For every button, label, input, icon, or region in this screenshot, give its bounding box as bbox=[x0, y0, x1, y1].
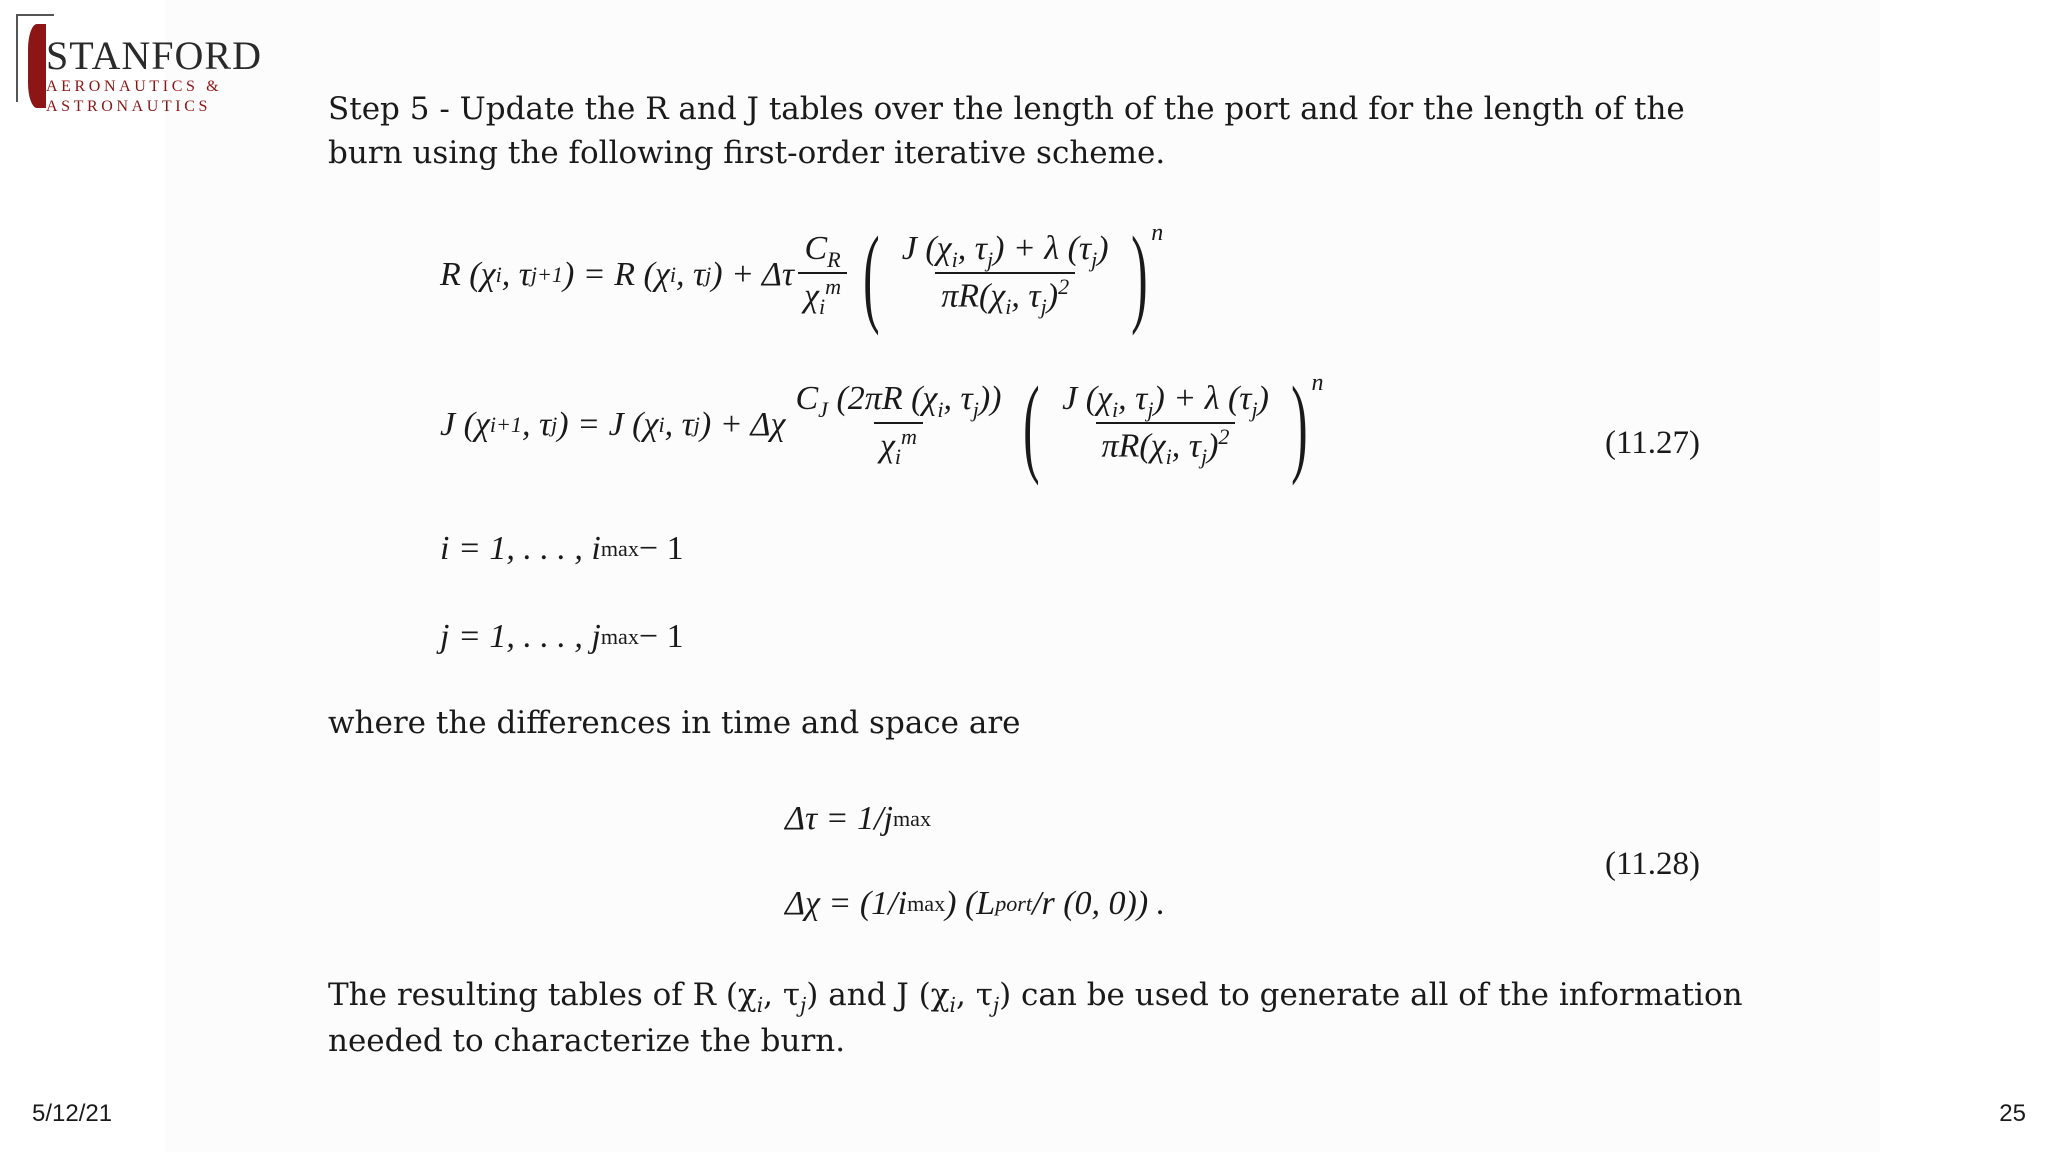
eq-r-frac-num-sub: R bbox=[827, 246, 841, 272]
logo-mark-icon bbox=[28, 24, 46, 108]
eq-r-inner-den-sub-j: j bbox=[1040, 294, 1047, 320]
delta-chi-equation bbox=[785, 885, 1165, 923]
eq-r-frac-den: χ bbox=[804, 277, 820, 315]
eq-r-rhs-sub-i: i bbox=[669, 262, 676, 287]
conclusion-part-b: , τ bbox=[763, 977, 801, 1013]
eq-j-right-paren: ) bbox=[1290, 364, 1308, 486]
eq-j-rhs-mid: ) + Δχ bbox=[699, 406, 786, 443]
footer-date: 5/12/21 bbox=[32, 1100, 113, 1127]
eq-r-right-paren: ) bbox=[1130, 214, 1148, 336]
eq-r-lhs: R (χ bbox=[440, 256, 496, 293]
eq-j-frac-den-sub: i bbox=[894, 444, 902, 470]
eq-j-frac-num-a: C bbox=[795, 379, 819, 417]
eq-r-frac-den-sup: m bbox=[825, 274, 842, 300]
dtau-a: Δτ = 1/j bbox=[785, 800, 893, 837]
eq-j-inner-den-sub-i: i bbox=[1165, 444, 1172, 470]
eq-r-frac-num: C bbox=[804, 229, 828, 267]
eq-j-inner-den-tau: , τ bbox=[1171, 427, 1201, 465]
eq-r-lhs-tau: , τ bbox=[501, 256, 531, 293]
conclusion-sub-i2: i bbox=[949, 993, 956, 1018]
eq-j-frac-num-sub-j: j bbox=[972, 396, 979, 422]
logo-name: STANFORD bbox=[46, 33, 262, 78]
eq-j-frac-num-close: )) bbox=[978, 379, 1002, 417]
dchi-b: ) (L bbox=[945, 885, 996, 922]
i-range-sub: max bbox=[600, 536, 639, 561]
eq-j-frac-den-sup: m bbox=[901, 424, 918, 450]
eq-r-left-paren: ( bbox=[863, 214, 880, 336]
equation-j-update bbox=[440, 364, 1324, 486]
eq-r-lhs-sub-j1: j+1 bbox=[530, 262, 563, 287]
conclusion-line-2: needed to characterize the burn. bbox=[328, 1023, 846, 1059]
eq-j-frac-den: χ bbox=[879, 427, 895, 465]
page-number: 25 bbox=[1999, 1100, 2026, 1127]
eq-j-inner-num-rest: ) + λ (τ bbox=[1153, 379, 1252, 417]
eq-r-inner-num-rest: ) + λ (τ bbox=[993, 229, 1092, 267]
eq-r-exponent: n bbox=[1151, 220, 1164, 246]
eq-r-frac-den-sub: i bbox=[819, 294, 826, 320]
eq-r-inner-num-sub-j: j bbox=[986, 246, 994, 272]
where-text: where the differences in time and space are bbox=[328, 705, 1021, 741]
eq-r-rhs-tau: , τ bbox=[675, 256, 706, 293]
i-range-b: − 1 bbox=[638, 530, 684, 567]
eq-r-rhs-sub-j: j bbox=[705, 262, 712, 287]
eq-r-lhs-sub-i: i bbox=[495, 262, 502, 287]
conclusion-part-e: ) can be used to generate all of the information bbox=[999, 977, 1743, 1013]
eq-j-rhs-tau: , τ bbox=[664, 406, 694, 443]
delta-tau-equation bbox=[785, 800, 931, 838]
eq-j-frac-num-tau: , τ bbox=[943, 379, 973, 417]
eq-j-coefficient-fraction bbox=[789, 380, 1007, 471]
eq-r-inner-den-tau: , τ bbox=[1011, 277, 1041, 315]
eq-j-inner-den-sub-j: j bbox=[1200, 444, 1208, 470]
eq-j-lhs-sub-j: j bbox=[551, 412, 558, 437]
eq-j-inner-num: J (χ bbox=[1062, 379, 1112, 417]
eq-r-inner-den-sub-i: i bbox=[1005, 294, 1012, 320]
logo-subtitle-2: ASTRONAUTICS bbox=[46, 98, 211, 115]
eq-r-inner-den-sup: 2 bbox=[1058, 274, 1070, 300]
intro-line-1: Step 5 - Update the R and J tables over the length of the port and for the length of the bbox=[328, 91, 1685, 127]
eq-j-lhs-sub-i1: i+1 bbox=[489, 412, 522, 437]
eq-j-frac-num-sub-i: i bbox=[937, 396, 944, 422]
conclusion-sub-i: i bbox=[756, 993, 764, 1018]
eq-r-inner-den: πR(χ bbox=[941, 277, 1006, 315]
eq-j-inner-den-sup: 2 bbox=[1218, 424, 1230, 450]
logo-subtitle-1: AERONAUTICS & bbox=[46, 78, 223, 95]
conclusion-part-d: , τ bbox=[955, 977, 993, 1013]
eq-r-inner-den-close: ) bbox=[1046, 277, 1059, 315]
eq-j-left-paren: ( bbox=[1023, 364, 1041, 486]
j-range-sub: max bbox=[600, 624, 639, 649]
j-range-a: j = 1, . . . , j bbox=[440, 618, 601, 655]
eq-r-inner-num-tau: , τ bbox=[957, 229, 987, 267]
eq-j-inner-num-sub-j: j bbox=[1147, 396, 1154, 422]
eq-j-rhs-sub-j: j bbox=[693, 412, 700, 437]
eq-r-inner-fraction bbox=[896, 230, 1115, 321]
eq-r-inner-num-close: ) bbox=[1097, 229, 1109, 267]
eq-j-exponent: n bbox=[1311, 370, 1324, 396]
eq-j-inner-den: πR(χ bbox=[1101, 427, 1166, 465]
conclusion-part-a: The resulting tables of R (χ bbox=[328, 977, 757, 1013]
i-range bbox=[440, 530, 684, 568]
eq-j-inner-num-sub-i: i bbox=[1112, 396, 1119, 422]
conclusion-part-c: ) and J (χ bbox=[806, 977, 950, 1013]
intro-line-2: burn using the following first-order iterative scheme. bbox=[328, 135, 1166, 171]
eq-j-frac-num-sub: J bbox=[818, 396, 828, 422]
eq-j-lhs: J (χ bbox=[440, 406, 490, 443]
eq-r-inner-num: J (χ bbox=[901, 229, 952, 267]
dchi-a: Δχ = (1/i bbox=[785, 885, 908, 922]
eq-r-coefficient-fraction bbox=[798, 230, 847, 321]
eq-r-inner-num-sub-j2: j bbox=[1091, 246, 1098, 272]
equation-number-11-28: (11.28) bbox=[1605, 846, 1701, 882]
dtau-sub: max bbox=[892, 806, 932, 831]
eq-j-inner-num-sub-j2: j bbox=[1251, 396, 1258, 422]
eq-j-inner-den-close: ) bbox=[1207, 427, 1219, 465]
eq-j-rhs-sub-i: i bbox=[658, 412, 665, 437]
conclusion-sub-j2: j bbox=[992, 993, 1000, 1018]
eq-j-rhs-prefix: ) = J (χ bbox=[557, 406, 659, 443]
conclusion-sub-j: j bbox=[800, 993, 807, 1018]
eq-j-frac-num-b: (2πR (χ bbox=[827, 379, 938, 417]
eq-r-rhs-prefix: ) = R (χ bbox=[562, 256, 670, 293]
dchi-sub2: port bbox=[995, 891, 1033, 916]
eq-j-lhs-tau: , τ bbox=[521, 406, 552, 443]
dchi-sub: max bbox=[907, 891, 946, 916]
stanford-logo bbox=[12, 14, 262, 124]
eq-r-inner-num-sub-i: i bbox=[951, 246, 958, 272]
i-range-a: i = 1, . . . , i bbox=[440, 530, 601, 567]
eq-j-inner-fraction bbox=[1056, 380, 1275, 471]
j-range bbox=[440, 618, 684, 656]
j-range-b: − 1 bbox=[638, 618, 684, 655]
eq-j-inner-num-close: ) bbox=[1257, 379, 1269, 417]
eq-r-rhs-mid: ) + Δτ bbox=[711, 256, 795, 293]
equation-r-update bbox=[440, 214, 1164, 336]
equation-number-11-27: (11.27) bbox=[1605, 425, 1701, 461]
eq-j-inner-num-tau: , τ bbox=[1118, 379, 1148, 417]
dchi-c: /r (0, 0)) . bbox=[1032, 885, 1166, 922]
